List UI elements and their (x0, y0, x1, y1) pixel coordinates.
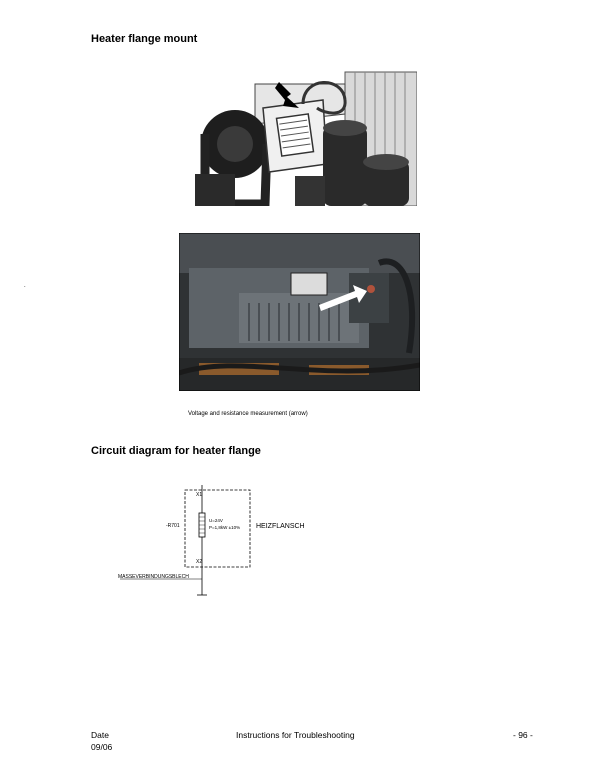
heater-flange-illustration (195, 64, 417, 206)
engine-photo (179, 233, 420, 391)
circuit-diagram (110, 485, 330, 603)
margin-dot: . (24, 283, 26, 289)
power-label: P=1,8kW ±10% (209, 525, 241, 530)
footer-date-label: Date (91, 730, 109, 740)
photo-caption: Voltage and resistance measurement (arrow) (188, 411, 308, 417)
heater-flange-name-label: HEIZFLANSCH (256, 523, 305, 530)
voltage-label: U=24V (209, 518, 223, 523)
footer-date-value: 09/06 (91, 742, 113, 752)
terminal-x1-label: X1 (196, 492, 203, 498)
footer-date (91, 729, 112, 753)
footer-title: Instructions for Troubleshooting (236, 730, 355, 740)
component-label: -R701 (166, 523, 180, 529)
ground-strap-label: MASSEVERBINDUNGSBLECH (118, 574, 189, 580)
section-title-circuit-diagram: Circuit diagram for heater flange (91, 445, 261, 457)
section-title-heater-flange-mount: Heater flange mount (91, 33, 198, 45)
terminal-x2-label: X2 (196, 559, 203, 565)
footer-page-number: - 96 - (513, 730, 533, 740)
